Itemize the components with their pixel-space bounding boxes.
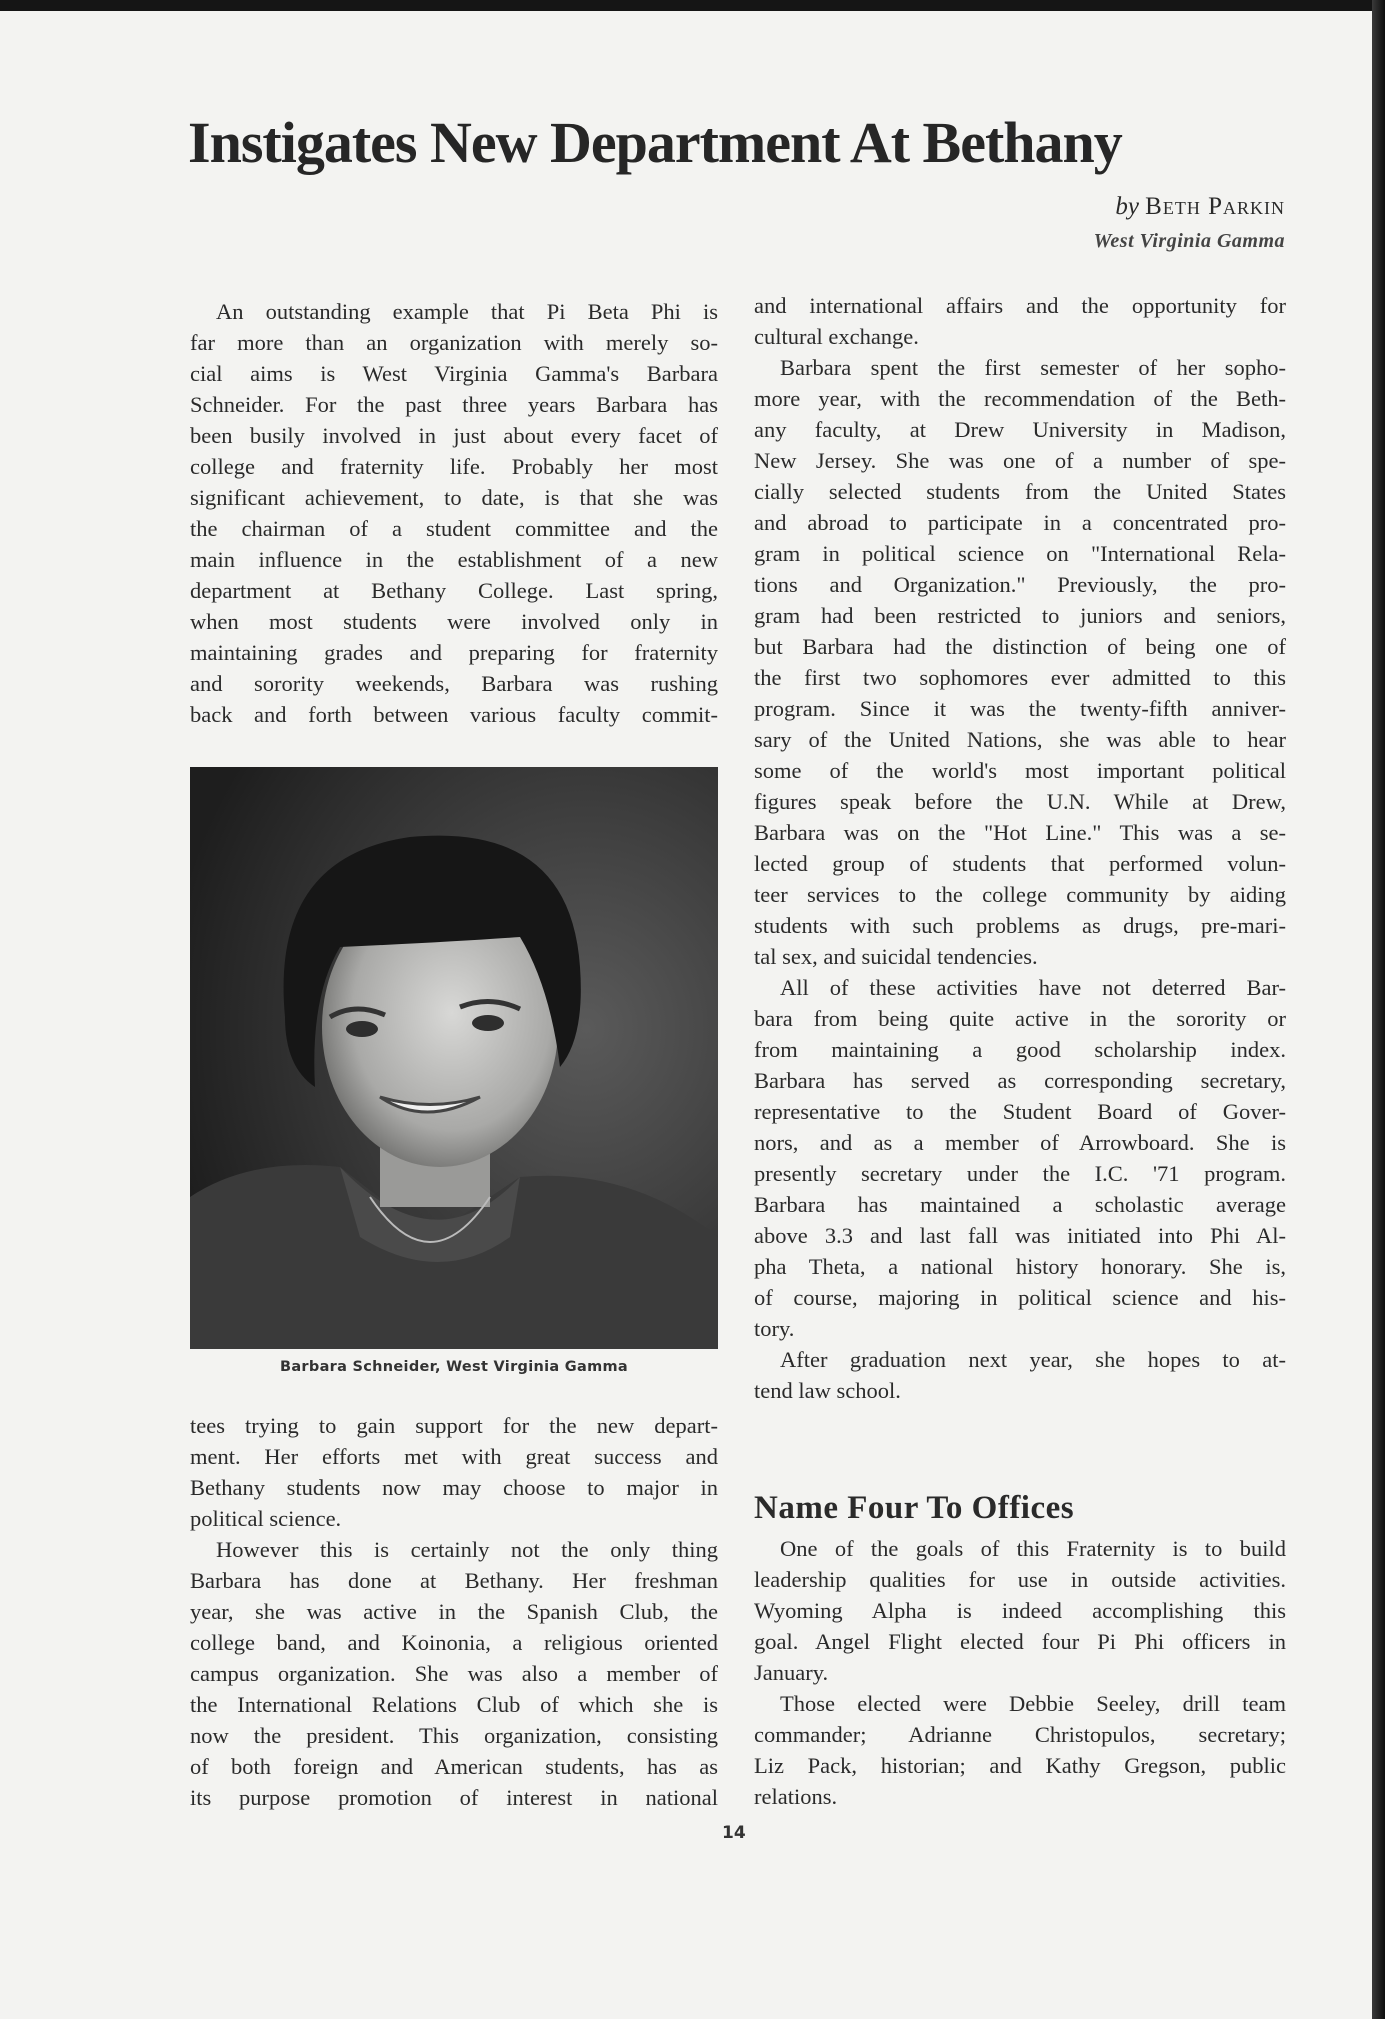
text-line: and international affairs and the opportunity for	[754, 293, 1286, 318]
photo-caption: Barbara Schneider, West Virginia Gamma	[280, 1359, 628, 1375]
portrait-image	[190, 767, 718, 1349]
text-line: commander; Adrianne Christopulos, secretary;	[754, 1722, 1286, 1747]
left-column-bottom	[190, 1410, 718, 1813]
text-line: Barbara was on the "Hot Line." This was a se-	[754, 820, 1286, 845]
portrait-photo	[190, 767, 718, 1349]
text-line: more year, with the recommendation of the Beth-	[754, 386, 1286, 411]
paragraph	[754, 352, 1286, 972]
text-line: pha Theta, a national history honorary. She is,	[754, 1254, 1286, 1279]
text-line: Wyoming Alpha is indeed accomplishing this	[754, 1598, 1286, 1623]
text-line: One of the goals of this Fraternity is to build	[780, 1536, 1286, 1561]
byline-by: by	[1115, 193, 1139, 220]
text-line: campus organization. She was also a member of	[190, 1661, 718, 1686]
text-line: political science.	[190, 1506, 342, 1531]
left-column-top	[190, 296, 718, 730]
second-article-body	[754, 1533, 1286, 1812]
text-line: some of the world's most important political	[754, 758, 1286, 783]
text-line: However this is certainly not the only thing	[216, 1537, 718, 1562]
paragraph	[754, 972, 1286, 1344]
text-line: goal. Angel Flight elected four Pi Phi officers in	[754, 1629, 1286, 1654]
text-line: gram had been restricted to juniors and seniors,	[754, 603, 1286, 628]
text-line: Barbara has done at Bethany. Her freshman	[190, 1568, 718, 1593]
byline-author: Beth Parkin	[1145, 193, 1285, 220]
text-line: tions and Organization." Previously, the pro-	[754, 572, 1286, 597]
text-line: from maintaining a good scholarship index.	[754, 1037, 1286, 1062]
scan-right-border	[1372, 0, 1385, 2019]
text-line: main influence in the establishment of a new	[190, 547, 718, 572]
text-line: now the president. This organization, consisting	[190, 1723, 718, 1748]
text-line: cultural exchange.	[754, 324, 919, 349]
text-line: ment. Her efforts met with great success and	[190, 1444, 718, 1469]
paragraph	[190, 1534, 718, 1813]
text-line: tend law school.	[754, 1378, 901, 1403]
text-line: An outstanding example that Pi Beta Phi is	[216, 299, 718, 324]
text-line: far more than an organization with merely so-	[190, 330, 718, 355]
right-column	[754, 290, 1286, 1406]
text-line: figures speak before the U.N. While at Drew,	[754, 789, 1286, 814]
text-line: tory.	[754, 1316, 795, 1341]
text-line: been busily involved in just about every facet of	[190, 423, 718, 448]
paragraph	[754, 1688, 1286, 1812]
text-line: and sorority weekends, Barbara was rushing	[190, 671, 718, 696]
text-line: Barbara has maintained a scholastic average	[754, 1192, 1286, 1217]
byline	[1115, 192, 1285, 221]
text-line: cially selected students from the United States	[754, 479, 1286, 504]
text-line: After graduation next year, she hopes to at-	[780, 1347, 1286, 1372]
article-title: Instigates New Department At Bethany	[188, 110, 1122, 175]
paragraph	[190, 1410, 718, 1534]
text-line: tees trying to gain support for the new depart-	[190, 1413, 718, 1438]
text-line: teer services to the college community by aiding	[754, 882, 1286, 907]
text-line: lected group of students that performed volun-	[754, 851, 1286, 876]
text-line: cial aims is West Virginia Gamma's Barbara	[190, 361, 718, 386]
text-line: gram in political science on "International Rela-	[754, 541, 1286, 566]
text-line: the first two sophomores ever admitted to this	[754, 665, 1286, 690]
text-line: back and forth between various faculty commit-	[190, 702, 718, 727]
text-line: All of these activities have not deterred Bar-	[780, 975, 1286, 1000]
paragraph	[190, 296, 718, 730]
text-line: but Barbara had the distinction of being one of	[754, 634, 1286, 659]
text-line: program. Since it was the twenty-fifth anniver-	[754, 696, 1286, 721]
text-line: representative to the Student Board of Gover-	[754, 1099, 1286, 1124]
text-line: Barbara has served as corresponding secretary,	[754, 1068, 1286, 1093]
text-line: above 3.3 and last fall was initiated into Phi Al-	[754, 1223, 1286, 1248]
second-article-heading: Name Four To Offices	[754, 1490, 1075, 1526]
page-number: 14	[722, 1823, 746, 1843]
text-line: when most students were involved only in	[190, 609, 718, 634]
paragraph	[754, 290, 1286, 352]
text-line: presently secretary under the I.C. '71 program.	[754, 1161, 1286, 1186]
text-line: department at Bethany College. Last spring,	[190, 578, 718, 603]
byline-chapter: West Virginia Gamma	[1093, 230, 1285, 252]
text-line: its purpose promotion of interest in national	[190, 1785, 718, 1810]
text-line: any faculty, at Drew University in Madison,	[754, 417, 1286, 442]
text-line: tal sex, and suicidal tendencies.	[754, 944, 1038, 969]
text-line: Those elected were Debbie Seeley, drill team	[780, 1691, 1286, 1716]
text-line: the International Relations Club of which she is	[190, 1692, 718, 1717]
text-line: college and fraternity life. Probably her most	[190, 454, 718, 479]
text-line: New Jersey. She was one of a number of spe-	[754, 448, 1286, 473]
text-line: students with such problems as drugs, pre-mari-	[754, 913, 1286, 938]
paragraph	[754, 1533, 1286, 1688]
text-line: nors, and as a member of Arrowboard. She is	[754, 1130, 1286, 1155]
text-line: January.	[754, 1660, 829, 1685]
text-line: Barbara spent the first semester of her sopho-	[780, 355, 1286, 380]
text-line: sary of the United Nations, she was able to hear	[754, 727, 1286, 752]
text-line: and abroad to participate in a concentrated pro-	[754, 510, 1286, 535]
text-line: college band, and Koinonia, a religious oriented	[190, 1630, 718, 1655]
text-line: Schneider. For the past three years Barbara has	[190, 392, 718, 417]
text-line: year, she was active in the Spanish Club, the	[190, 1599, 718, 1624]
text-line: the chairman of a student committee and the	[190, 516, 718, 541]
scan-top-border	[0, 0, 1385, 11]
text-line: bara from being quite active in the sorority or	[754, 1006, 1286, 1031]
paragraph	[754, 1344, 1286, 1406]
text-line: relations.	[754, 1784, 838, 1809]
text-line: of course, majoring in political science and his-	[754, 1285, 1286, 1310]
text-line: leadership qualities for use in outside activities.	[754, 1567, 1286, 1592]
text-line: of both foreign and American students, has as	[190, 1754, 718, 1779]
text-line: Liz Pack, historian; and Kathy Gregson, public	[754, 1753, 1286, 1778]
text-line: significant achievement, to date, is that she was	[190, 485, 718, 510]
text-line: maintaining grades and preparing for fraternity	[190, 640, 718, 665]
text-line: Bethany students now may choose to major in	[190, 1475, 718, 1500]
